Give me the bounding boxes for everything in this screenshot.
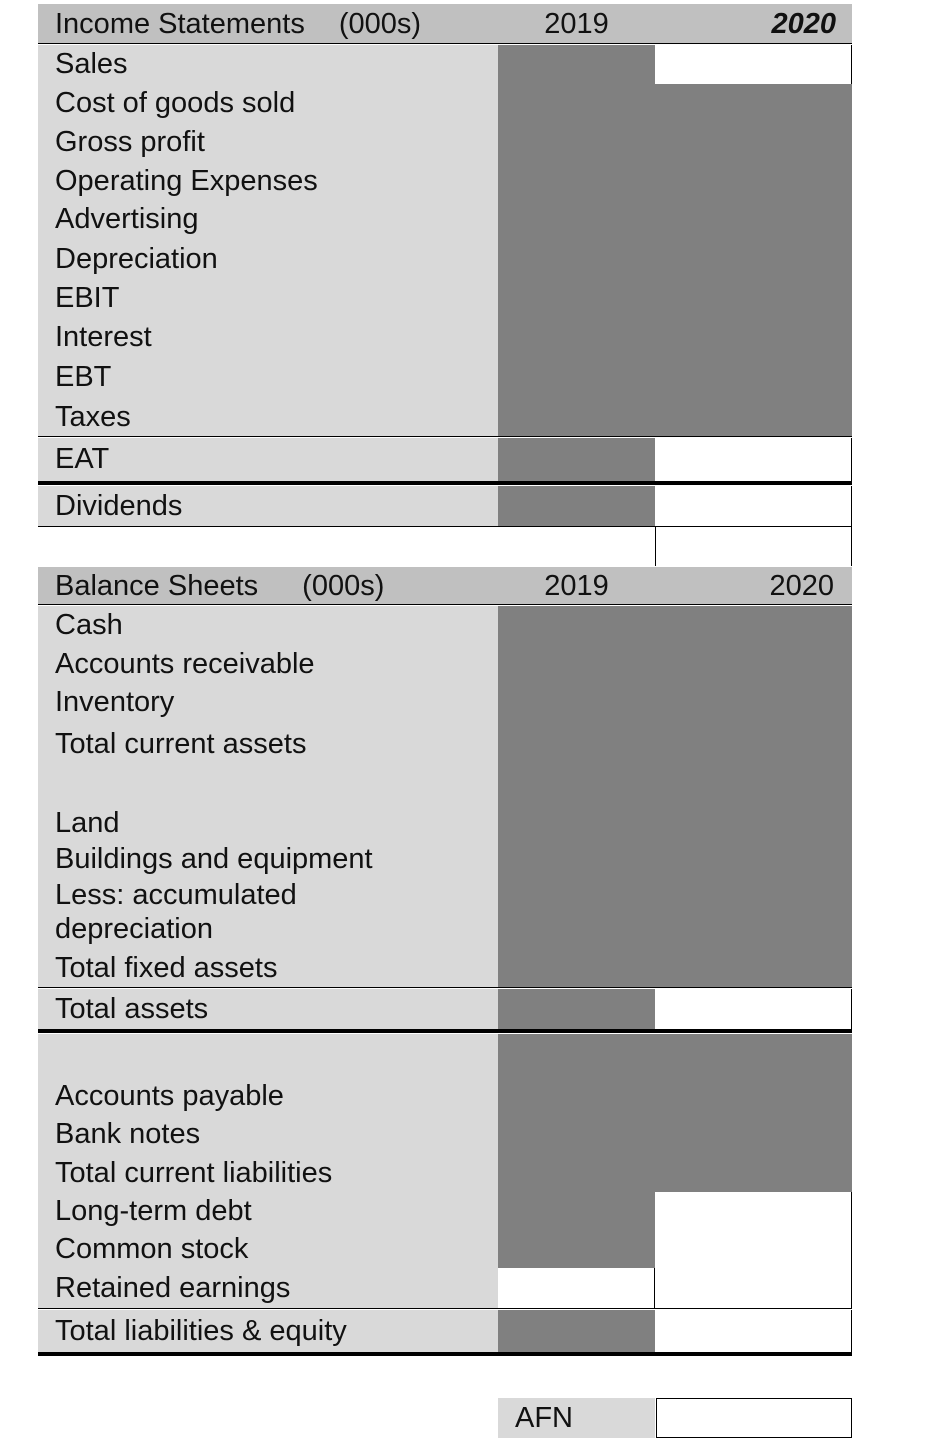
- income-cell-2020[interactable]: [655, 239, 852, 279]
- balance-row-label: Inventory: [38, 683, 498, 722]
- income-row-label: Interest: [38, 318, 498, 357]
- income-row-label: EBT: [38, 357, 498, 397]
- income-cell-2019[interactable]: [498, 279, 655, 318]
- income-title: Income Statements: [55, 7, 305, 40]
- income-row-label: Taxes: [38, 397, 498, 437]
- balance-row-label: Cash: [38, 606, 498, 645]
- balance-row-label: Accounts receivable: [38, 645, 498, 683]
- balance-row-label: Common stock: [38, 1230, 498, 1268]
- income-cell-2020[interactable]: [655, 438, 852, 481]
- income-row-label: Advertising: [38, 200, 498, 239]
- income-row-label: Dividends: [38, 486, 498, 526]
- balance-row-label: Bank notes: [38, 1114, 498, 1154]
- balance-cell-2019[interactable]: [498, 1268, 655, 1308]
- balance-row-label: Less: accumulated depreciation: [38, 878, 498, 948]
- income-year-2019: 2019: [498, 4, 655, 44]
- row-divider: [38, 1308, 852, 1309]
- row-divider: [38, 436, 852, 437]
- row-divider: [38, 526, 852, 527]
- balance-units: (000s): [302, 569, 385, 602]
- double-divider: [38, 1029, 852, 1033]
- income-cell-2019[interactable]: [498, 486, 655, 526]
- income-cell-2020[interactable]: [655, 122, 852, 162]
- income-cell-2019[interactable]: [498, 438, 655, 481]
- balance-row-label: Total current assets: [38, 722, 498, 800]
- double-divider: [38, 481, 852, 485]
- income-cell-2019[interactable]: [498, 318, 655, 357]
- income-row-label: Gross profit: [38, 122, 498, 162]
- balance-cell-2020[interactable]: [655, 683, 852, 722]
- balance-cell-2020[interactable]: [655, 948, 852, 988]
- income-row-label: Sales: [38, 45, 498, 84]
- afn-value-input[interactable]: [656, 1398, 852, 1438]
- balance-cell-2019[interactable]: [498, 840, 655, 878]
- balance-cell-2019[interactable]: [498, 989, 655, 1029]
- income-cell-2019[interactable]: [498, 84, 655, 122]
- income-cell-2019[interactable]: [498, 397, 655, 437]
- balance-cell-2019[interactable]: [498, 1310, 655, 1352]
- balance-cell-2019[interactable]: [498, 948, 655, 988]
- balance-row-label: Total current liabilities: [38, 1154, 498, 1192]
- income-cell-2020[interactable]: [655, 357, 852, 397]
- afn-label: AFN: [498, 1398, 655, 1438]
- column-divider: [851, 526, 852, 566]
- balance-cell-2020-blank[interactable]: [655, 1192, 852, 1308]
- header-divider: [38, 604, 852, 605]
- header-divider: [38, 43, 852, 44]
- balance-cell-2019[interactable]: [498, 1192, 655, 1230]
- balance-cell-2020[interactable]: [655, 1034, 852, 1114]
- balance-cell-2020[interactable]: [655, 1310, 852, 1352]
- income-cell-2020[interactable]: [655, 162, 852, 200]
- balance-row-label: Total liabilities & equity: [38, 1310, 498, 1352]
- balance-cell-2020[interactable]: [655, 840, 852, 878]
- balance-row-label: Total fixed assets: [38, 948, 498, 988]
- income-cell-2020[interactable]: [655, 279, 852, 318]
- income-row-label: Operating Expenses: [38, 162, 498, 200]
- income-cell-2019[interactable]: [498, 357, 655, 397]
- row-divider: [38, 987, 852, 988]
- balance-cell-2020[interactable]: [655, 800, 852, 840]
- income-cell-2020[interactable]: [655, 318, 852, 357]
- balance-row-label: Accounts payable: [38, 1034, 498, 1114]
- balance-cell-2020[interactable]: [655, 606, 852, 645]
- balance-cell-2019[interactable]: [498, 1230, 655, 1268]
- balance-cell-2020[interactable]: [655, 989, 852, 1029]
- balance-row-label: Retained earnings: [38, 1268, 498, 1308]
- income-row-label: EAT: [38, 438, 498, 481]
- income-year-2020: 2020: [655, 4, 852, 44]
- balance-cell-2019[interactable]: [498, 722, 655, 800]
- balance-year-2019: 2019: [498, 567, 655, 605]
- balance-cell-2019[interactable]: [498, 1034, 655, 1114]
- income-cell-2019[interactable]: [498, 200, 655, 239]
- balance-title: Balance Sheets: [55, 569, 259, 602]
- balance-header-title: [38, 567, 498, 605]
- balance-cell-2020[interactable]: [655, 722, 852, 800]
- income-header-title: [38, 4, 498, 44]
- balance-cell-2019[interactable]: [498, 683, 655, 722]
- income-cell-2020[interactable]: [655, 486, 852, 526]
- balance-row-label: Long-term debt: [38, 1192, 498, 1230]
- income-cell-2019[interactable]: [498, 239, 655, 279]
- balance-cell-2019[interactable]: [498, 878, 655, 948]
- income-cell-2019[interactable]: [498, 45, 655, 84]
- income-row-label: Cost of goods sold: [38, 84, 498, 122]
- income-cell-2019[interactable]: [498, 122, 655, 162]
- column-divider: [655, 526, 656, 566]
- income-cell-2020[interactable]: [655, 200, 852, 239]
- balance-cell-2020[interactable]: [655, 1154, 852, 1192]
- balance-row-label: Buildings and equipment: [38, 840, 498, 878]
- balance-cell-2020[interactable]: [655, 878, 852, 948]
- balance-cell-2019[interactable]: [498, 645, 655, 683]
- balance-row-label: Total assets: [38, 989, 498, 1029]
- income-units: (000s): [338, 7, 422, 40]
- balance-cell-2020[interactable]: [655, 645, 852, 683]
- balance-cell-2019[interactable]: [498, 606, 655, 645]
- balance-cell-2019[interactable]: [498, 1154, 655, 1192]
- income-row-label: Depreciation: [38, 239, 498, 279]
- balance-cell-2020[interactable]: [655, 1114, 852, 1154]
- income-cell-2019[interactable]: [498, 162, 655, 200]
- balance-row-label: Land: [38, 800, 498, 840]
- balance-cell-2019[interactable]: [498, 800, 655, 840]
- income-cell-2020[interactable]: [655, 397, 852, 437]
- income-cell-2020[interactable]: [655, 84, 852, 122]
- balance-year-2020: 2020: [655, 567, 852, 605]
- balance-cell-2019[interactable]: [498, 1114, 655, 1154]
- double-divider: [38, 1352, 852, 1356]
- income-cell-2020[interactable]: [655, 45, 852, 84]
- income-row-label: EBIT: [38, 279, 498, 318]
